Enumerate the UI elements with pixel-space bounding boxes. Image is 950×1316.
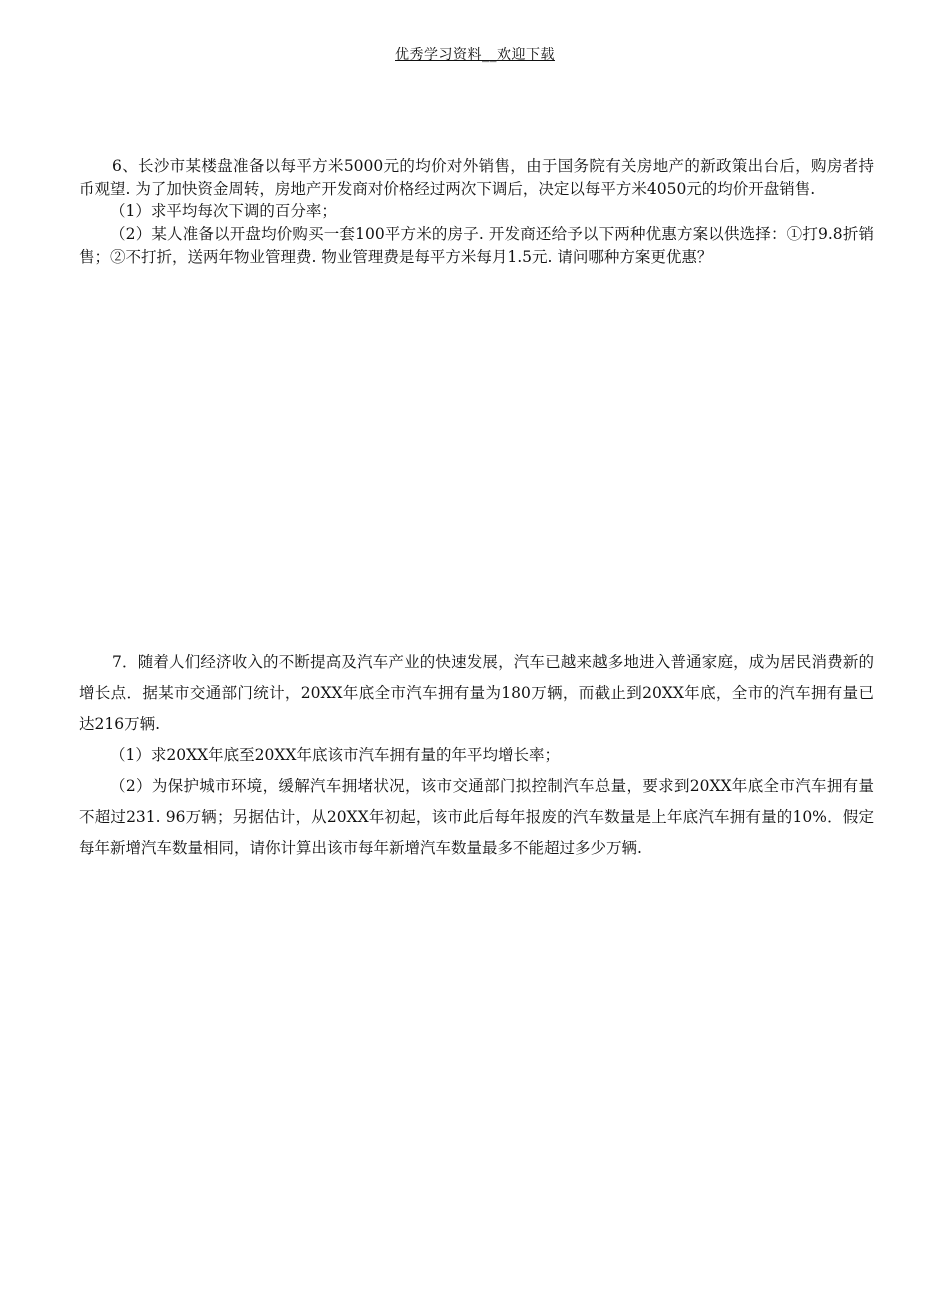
question-7-part-2: （2）为保护城市环境，缓解汽车拥堵状况，该市交通部门拟控制汽车总量，要求到20XX年底全市汽车拥有量不超过231. 96万辆；另据估计，从20XX年初起，该市此后每年报废的汽车数量是上年底汽车拥有量的10%．假定每年新增汽车数量相同，请你计算出该市每年新增汽车数量最多不能超过多少万辆. (79, 777, 874, 857)
question-6-stem: 6、长沙市某楼盘准备以每平方米5000元的均价对外销售，由于国务院有关房地产的新政策出台后，购房者持币观望. 为了加快资金周转，房地产开发商对价格经过两次下调后，决定以每平方米4050元的均价开盘销售. (79, 157, 874, 198)
question-6 (79, 155, 874, 269)
question-7-part-1: （1）求20XX年底至20XX年底该市汽车拥有量的年平均增长率； (110, 746, 560, 764)
question-6-part-1: （1）求平均每次下调的百分率； (110, 202, 337, 221)
question-7 (79, 647, 874, 864)
question-6-part-2: （2）某人准备以开盘均价购买一套100平方米的房子. 开发商还给予以下两种优惠方案以供选择：①打9.8折销售；②不打折，送两年物业管理费. 物业管理费是每平方米每月1.5元. 请问哪种方案更优惠？ (79, 225, 874, 266)
question-7-stem: 7．随着人们经济收入的不断提高及汽车产业的快速发展，汽车已越来越多地进入普通家庭，成为居民消费新的增长点．据某市交通部门统计，20XX年底全市汽车拥有量为180万辆，而截止到20XX年底，全市的汽车拥有量已达216万辆. (79, 653, 874, 733)
page-header: 优秀学习资料__欢迎下载 (395, 47, 555, 63)
